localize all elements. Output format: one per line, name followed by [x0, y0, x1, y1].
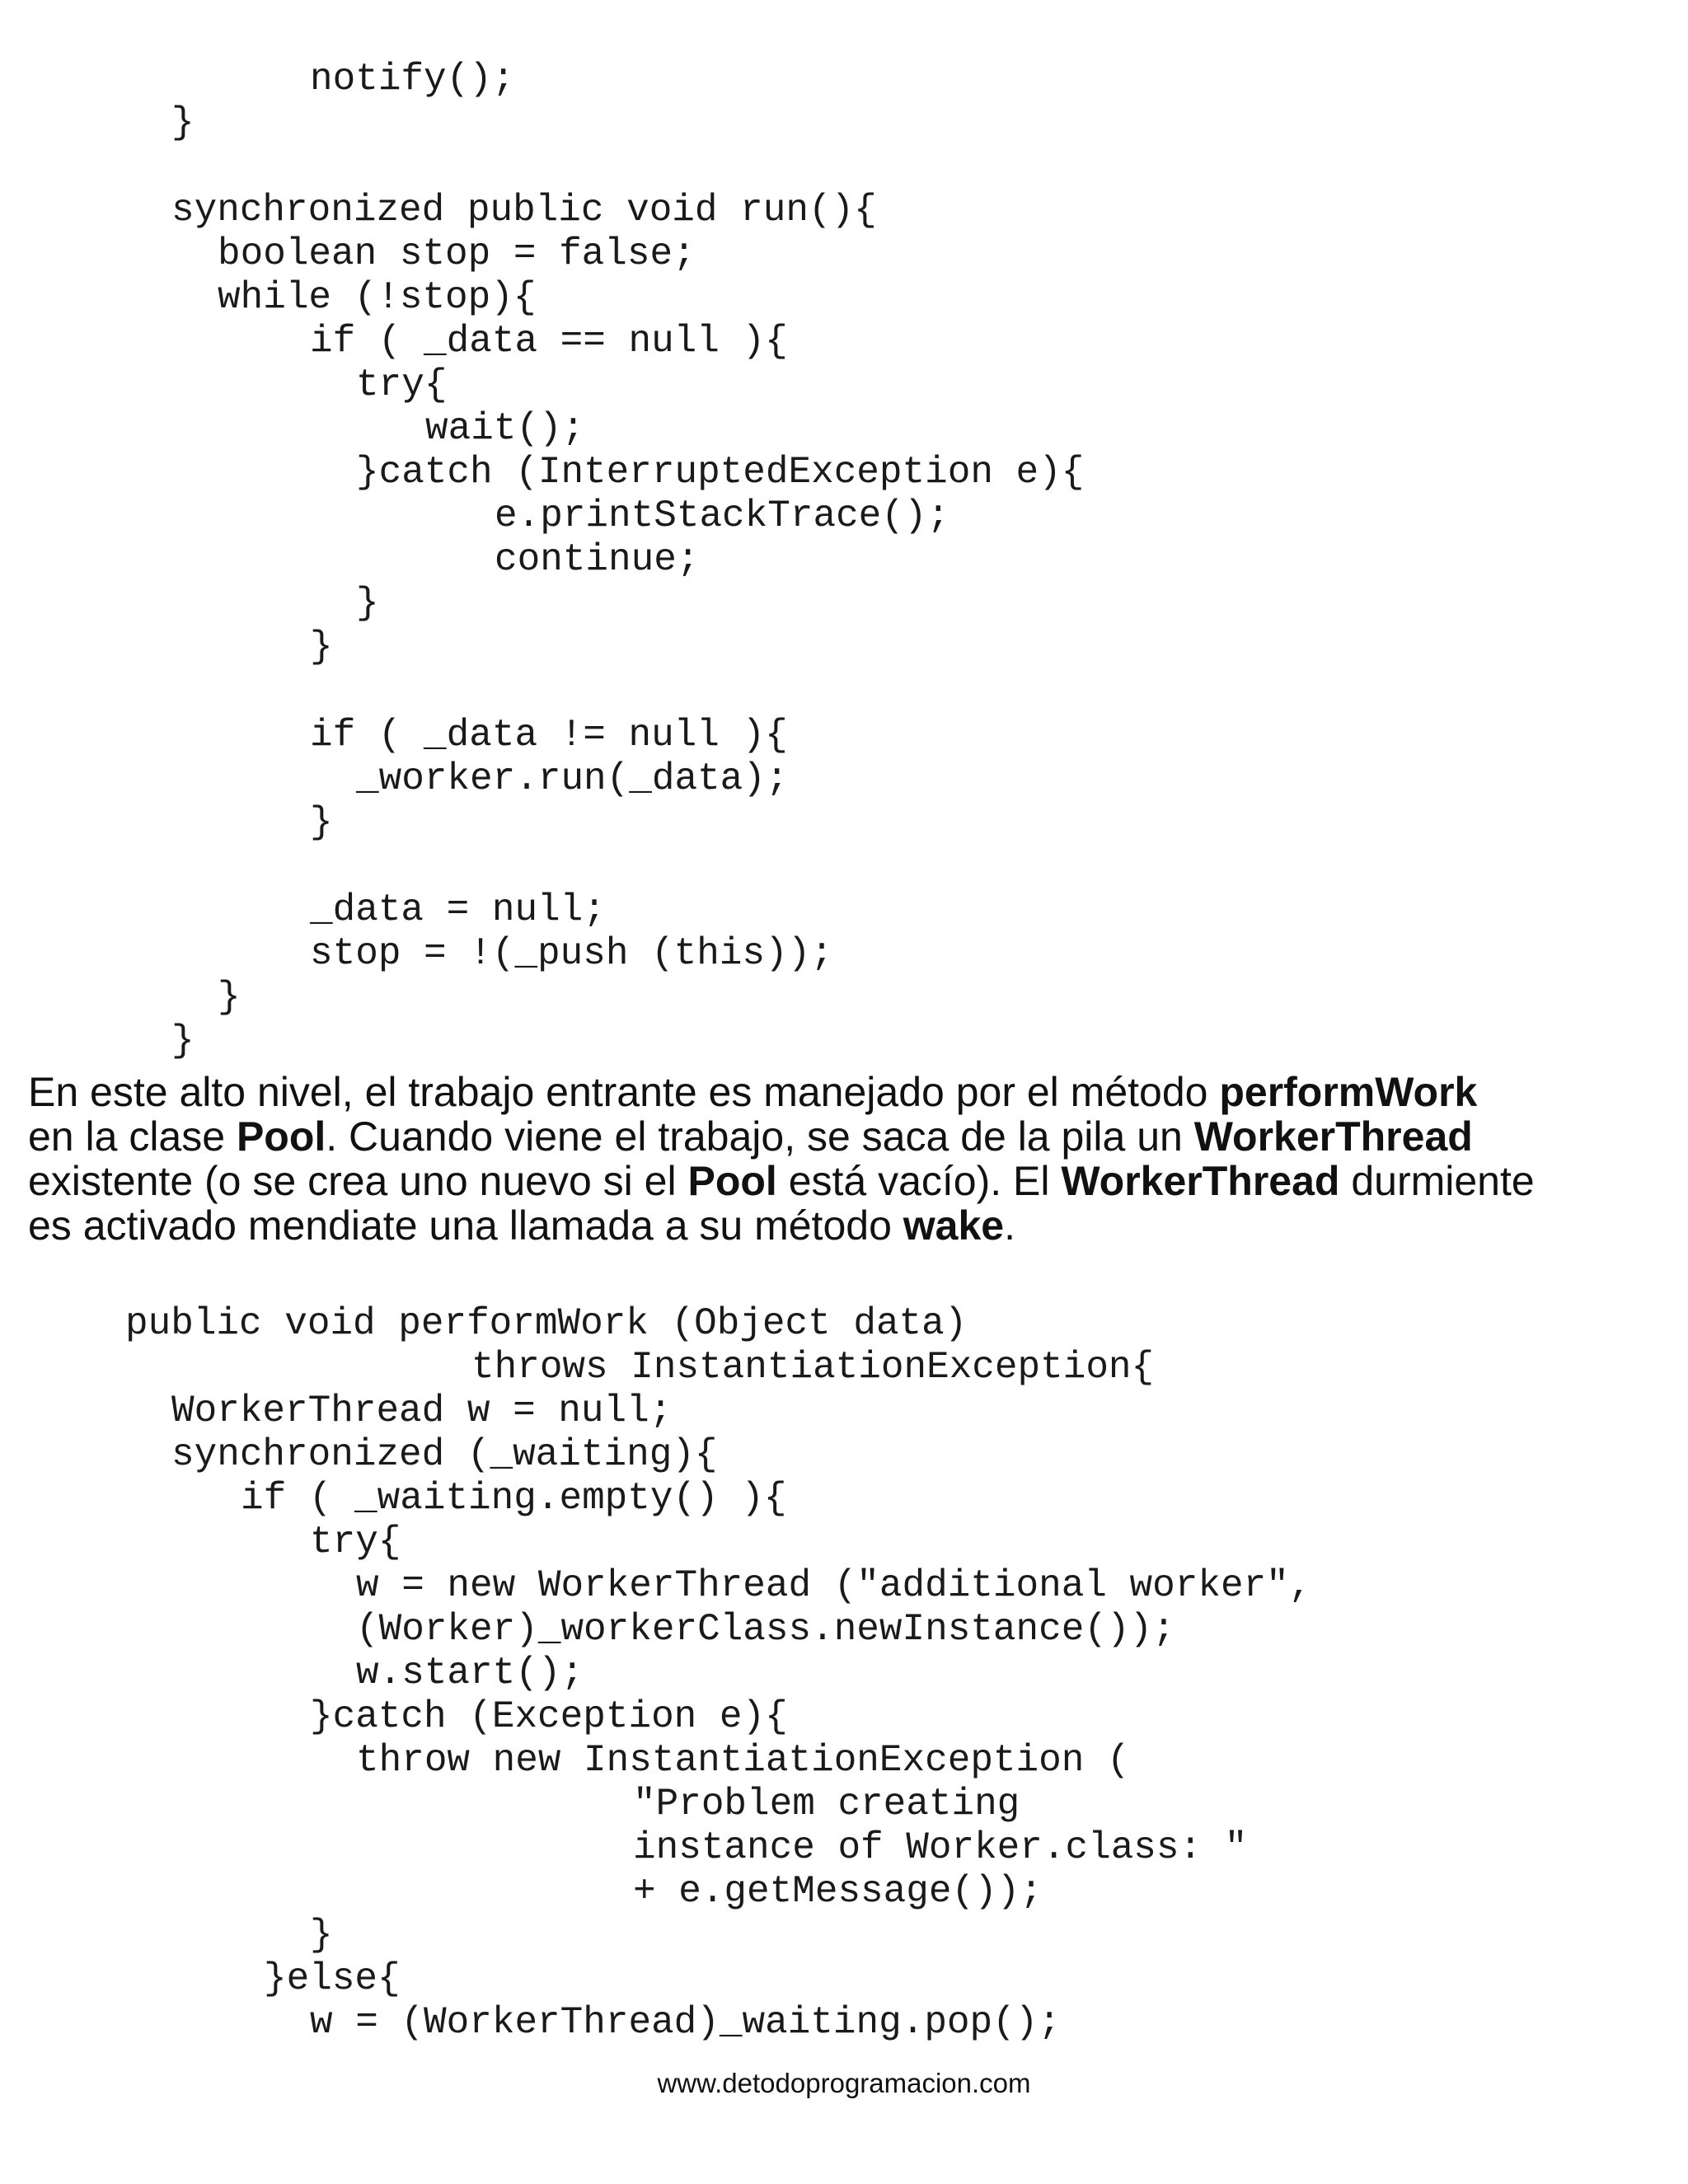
code-line: if ( _waiting.empty() ){	[241, 1477, 787, 1520]
method-name-bold: performWork	[1219, 1069, 1478, 1115]
code-line: stop = !(_push (this));	[310, 932, 833, 975]
paragraph-line	[28, 1114, 1660, 1159]
code-line: if ( _data != null ){	[310, 714, 788, 757]
code-line: "Problem creating	[633, 1783, 1020, 1825]
code-line: (Worker)_workerClass.newInstance());	[356, 1608, 1175, 1651]
code-line: throws InstantiationException{	[471, 1346, 1155, 1389]
code-line: }else{	[264, 1957, 401, 2000]
body-paragraph	[28, 1070, 1660, 1248]
code-line: }	[310, 801, 333, 844]
paragraph-text: durmiente	[1339, 1158, 1535, 1204]
code-line: if ( _data == null ){	[310, 320, 788, 363]
code-line: }	[310, 626, 333, 668]
code-line: throw new InstantiationException (	[356, 1739, 1130, 1782]
code-line: while (!stop){	[218, 276, 537, 319]
code-line: e.printStackTrace();	[495, 494, 950, 537]
code-line: }	[356, 582, 379, 625]
paragraph-text: . Cuando viene el trabajo, se saca de la pila un	[326, 1113, 1194, 1160]
code-line: }	[218, 976, 241, 1019]
class-name-bold: WorkerThread	[1193, 1113, 1473, 1160]
code-line: }	[310, 1914, 333, 1957]
code-line: _worker.run(_data);	[356, 757, 789, 800]
code-line: }	[171, 101, 195, 144]
paragraph-line	[28, 1159, 1660, 1203]
paragraph-line	[28, 1203, 1660, 1248]
paragraph-text: En este alto nivel, el trabajo entrante es manejado por el método	[28, 1069, 1220, 1115]
code-line: instance of Worker.class: "	[633, 1826, 1248, 1869]
code-line: w = new WorkerThread ("additional worker",	[356, 1564, 1312, 1607]
method-name-bold: wake	[903, 1202, 1005, 1249]
code-line: }catch (Exception e){	[310, 1695, 788, 1738]
code-line: synchronized (_waiting){	[171, 1433, 718, 1476]
paragraph-text: existente (o se crea uno nuevo si el	[28, 1158, 688, 1204]
code-line: synchronized public void run(){	[171, 189, 877, 232]
code-line: boolean stop = false;	[218, 232, 696, 275]
class-name-bold: WorkerThread	[1061, 1158, 1340, 1204]
paragraph-text: .	[1004, 1202, 1016, 1249]
code-line: + e.getMessage());	[633, 1870, 1043, 1913]
footer-url: www.detodoprogramacion.com	[657, 2068, 1031, 2098]
paragraph-text: está vacío). El	[776, 1158, 1062, 1204]
class-name-bold: Pool	[687, 1158, 777, 1204]
code-line: try{	[356, 363, 448, 406]
code-line: WorkerThread w = null;	[171, 1390, 673, 1432]
code-line: wait();	[425, 407, 585, 450]
code-line: continue;	[495, 538, 700, 581]
code-line: w = (WorkerThread)_waiting.pop();	[310, 2001, 1061, 2044]
code-line: w.start();	[356, 1652, 584, 1694]
class-name-bold: Pool	[236, 1113, 326, 1160]
code-line: }	[171, 1019, 195, 1062]
code-line: }catch (InterruptedException e){	[356, 451, 1085, 494]
code-line: notify();	[310, 58, 515, 101]
paragraph-text: en la clase	[28, 1113, 237, 1160]
paragraph-text: es activado mendiate una llamada a su método	[28, 1202, 903, 1249]
code-line: _data = null;	[310, 888, 606, 931]
code-line: try{	[310, 1521, 401, 1563]
code-line: public void performWork (Object data)	[125, 1302, 968, 1345]
paragraph-line	[28, 1070, 1660, 1114]
